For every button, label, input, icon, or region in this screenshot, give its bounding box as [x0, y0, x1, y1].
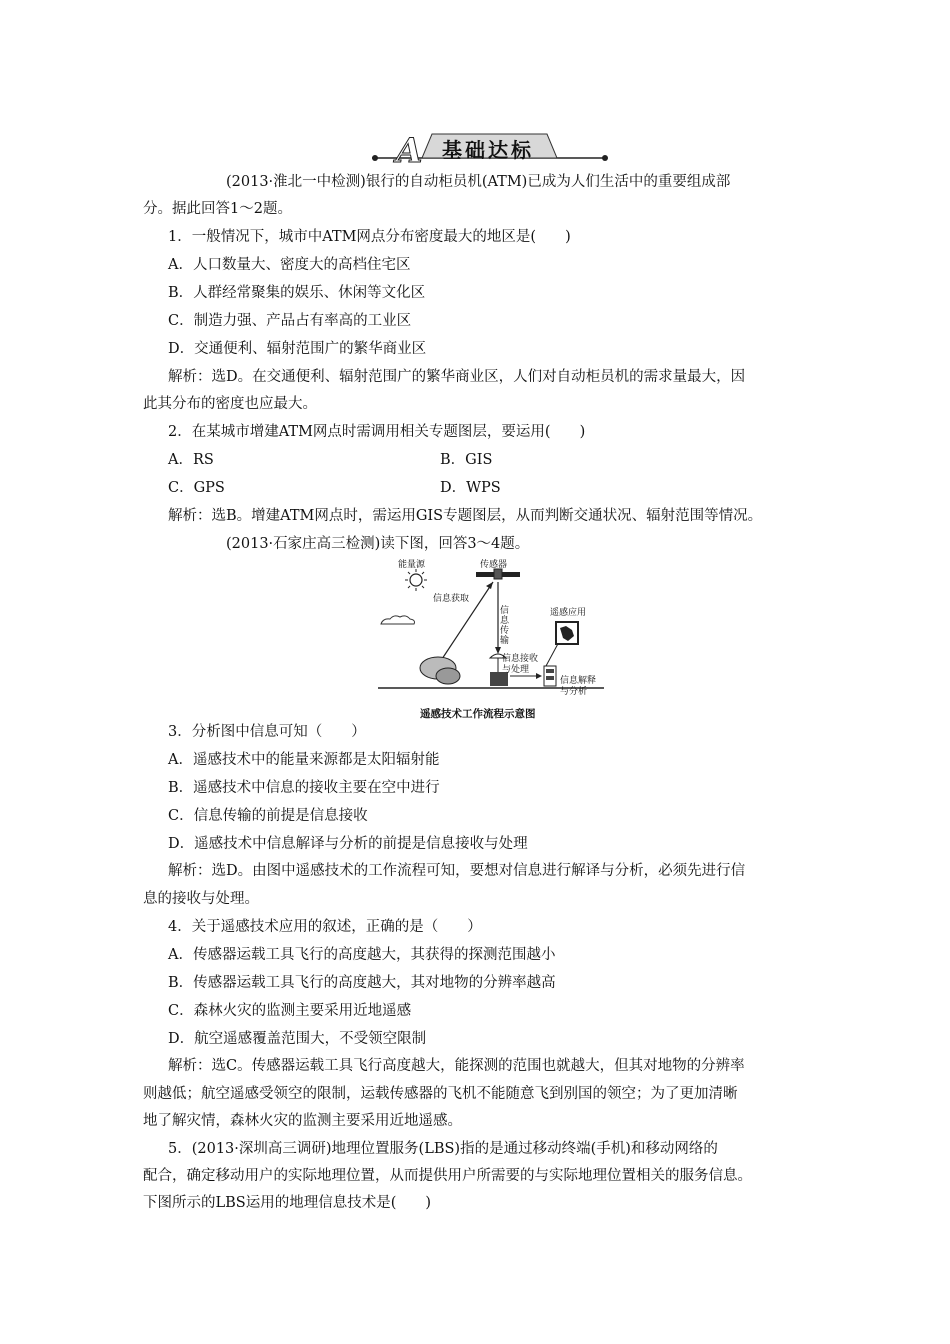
- tree-icon: [420, 657, 460, 684]
- answer-option: C．信息传输的前提是信息接收: [168, 808, 368, 824]
- answer-option: A．人口数量大、密度大的高档住宅区: [168, 257, 411, 273]
- label-sensor: 传感器: [480, 560, 508, 570]
- answer-option: A．遥感技术中的能量来源都是太阳辐射能: [168, 752, 440, 768]
- computer-icon: [544, 666, 556, 686]
- analysis-text: 解析：选D。在交通便利、辐射范围广的繁华商业区，人们对自动柜员机的需求量最大，因: [168, 369, 746, 385]
- banner-letter: A: [396, 131, 423, 168]
- remote-sensing-diagram: [378, 558, 604, 728]
- question-stem: 5．(2013·深圳高三调研)地理位置服务(LBS)指的是通过移动终端(手机)和移动网络的: [168, 1141, 718, 1157]
- answer-option: B．人群经常聚集的娱乐、休闲等文化区: [168, 285, 426, 301]
- label-info-acquire: 信息获取: [433, 594, 470, 604]
- application-map-icon: [556, 622, 578, 644]
- answer-option: D．WPS: [440, 480, 501, 496]
- analysis-text: 地了解灾情，森林火灾的监测主要采用近地遥感。: [143, 1113, 462, 1129]
- sun-icon: [405, 569, 427, 591]
- question-stem: 3．分析图中信息可知（ ）: [168, 724, 366, 740]
- answer-option: C．GPS: [168, 480, 225, 496]
- analysis-text: 解析：选C。传感器运载工具飞行高度越大，能探测的范围也就越大，但其对地物的分辨率: [168, 1058, 745, 1074]
- cloud-icon: [381, 616, 415, 624]
- intro-line: (2013·石家庄高三检测)读下图，回答3～4题。: [226, 536, 530, 552]
- analysis-text: 息的接收与处理。: [143, 891, 259, 907]
- question-stem: 1．一般情况下，城市中ATM网点分布密度最大的地区是( ): [168, 229, 571, 245]
- question-stem: 配合，确定移动用户的实际地理位置，从而提供用户所需要的与实际地理位置相关的服务信息。: [143, 1168, 752, 1184]
- label-rs-application: 遥感应用: [550, 608, 587, 618]
- label-receive-process: 信息接收与处理: [502, 654, 539, 675]
- analysis-text: 则越低；航空遥感受领空的限制，运载传感器的飞机不能随意飞到别国的领空；为了更加清晰: [143, 1086, 738, 1102]
- answer-option: B．传感器运载工具飞行的高度越大，其对地物的分辨率越高: [168, 975, 556, 991]
- answer-option: D．航空遥感覆盖范围大，不受领空限制: [168, 1031, 427, 1047]
- answer-option: A．传感器运载工具飞行的高度越大，其获得的探测范围越小: [168, 947, 556, 963]
- figure-caption: 遥感技术工作流程示意图: [420, 708, 536, 720]
- answer-option: C．制造力强、产品占有率高的工业区: [168, 313, 412, 329]
- banner-title: 基础达标: [442, 138, 534, 162]
- label-interpret-analyze: 信息解释与分析: [560, 676, 597, 697]
- answer-option: C．森林火灾的监测主要采用近地遥感: [168, 1003, 412, 1019]
- section-banner: [372, 128, 612, 168]
- analysis-text: 解析：选B。增建ATM网点时，需运用GIS专题图层，从而判断交通状况、辐射范围等情况。: [168, 508, 763, 524]
- intro-line: (2013·淮北一中检测)银行的自动柜员机(ATM)已成为人们生活中的重要组成部: [226, 174, 731, 190]
- answer-option: A．RS: [168, 452, 214, 468]
- question-stem: 4．关于遥感技术应用的叙述，正确的是（ ）: [168, 919, 482, 935]
- answer-option: D．遥感技术中信息解译与分析的前提是信息接收与处理: [168, 836, 528, 852]
- answer-option: D．交通便利、辐射范围广的繁华商业区: [168, 341, 427, 357]
- intro-line: 分。据此回答1～2题。: [143, 201, 292, 217]
- answer-option: B．遥感技术中信息的接收主要在空中进行: [168, 780, 440, 796]
- question-stem: 下图所示的LBS运用的地理信息技术是( ): [143, 1195, 432, 1211]
- label-energy-source: 能量源: [398, 560, 426, 570]
- analysis-text: 解析：选D。由图中遥感技术的工作流程可知，要想对信息进行解译与分析，必须先进行信: [168, 863, 746, 879]
- question-stem: 2．在某城市增建ATM网点时需调用相关专题图层，要运用( ): [168, 424, 586, 440]
- answer-option: B．GIS: [440, 452, 493, 468]
- analysis-text: 此其分布的密度也应最大。: [143, 396, 317, 412]
- label-info-transmit: 信息传输: [500, 606, 510, 646]
